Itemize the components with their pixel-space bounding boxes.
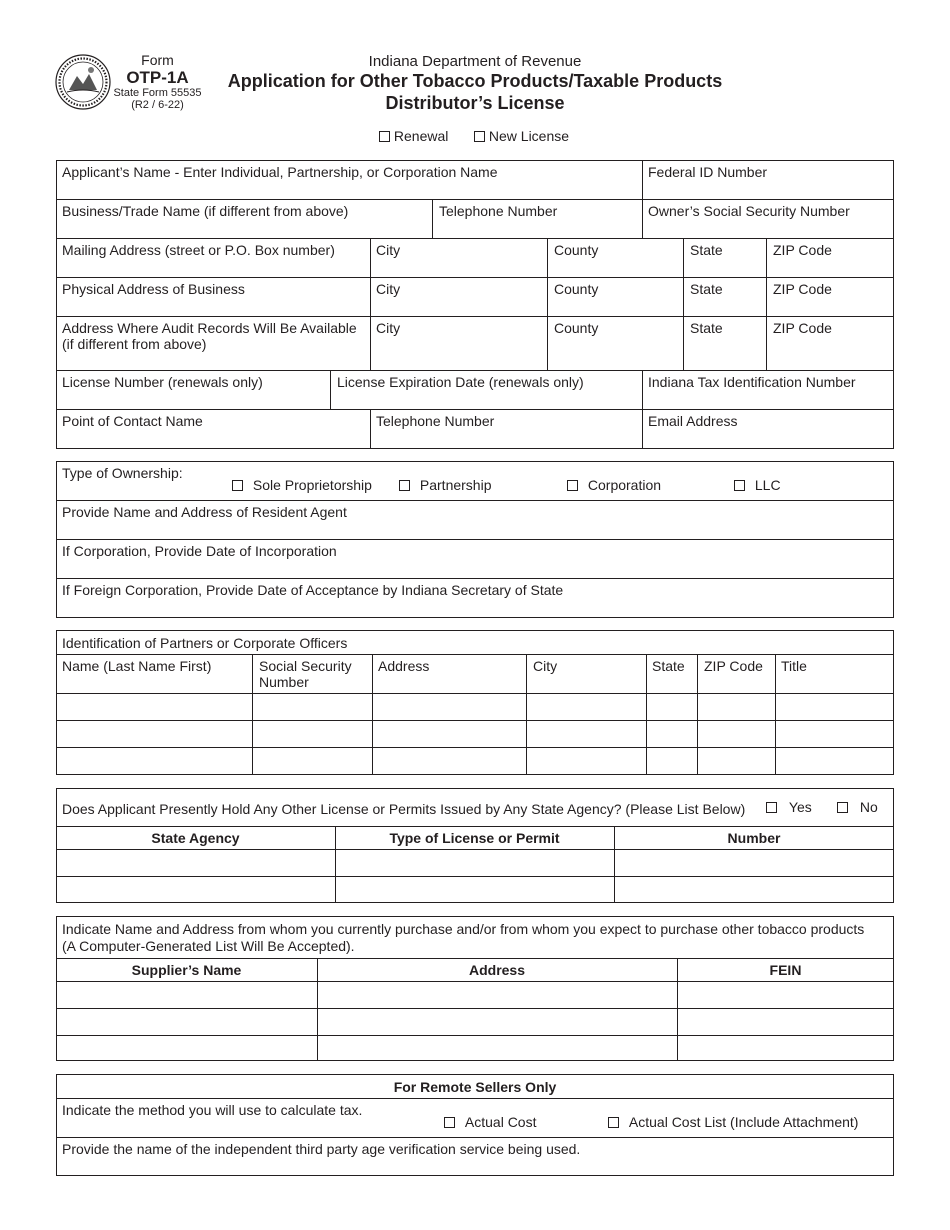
resident-agent-field[interactable]: Provide Name and Address of Resident Agent [62, 504, 347, 520]
business-telephone-field[interactable]: Telephone Number [439, 203, 558, 219]
licenses-no-option[interactable] [837, 799, 878, 815]
licenses-row-2[interactable] [57, 877, 893, 902]
audit-address-field-line2: (if different from above) [62, 336, 207, 352]
partners-col-address: Address [378, 658, 430, 674]
physical-county-field[interactable]: County [554, 281, 599, 297]
mailing-city-field[interactable]: City [376, 242, 401, 258]
audit-county-field[interactable]: County [554, 320, 599, 336]
indiana-tax-id-field[interactable]: Indiana Tax Identification Number [648, 374, 856, 390]
department-name: Indiana Department of Revenue [368, 53, 582, 70]
sole-proprietorship-option[interactable] [232, 477, 372, 493]
email-address-field[interactable]: Email Address [648, 413, 738, 429]
suppliers-col-address: Address [468, 962, 526, 978]
form-id-block [110, 53, 205, 111]
state-form-number: State Form 55535 [113, 87, 202, 99]
actual-cost-list-option[interactable] [608, 1114, 858, 1130]
mailing-zip-field[interactable]: ZIP Code [773, 242, 832, 258]
actual-cost-list-checkbox[interactable] [608, 1117, 619, 1128]
business-name-field[interactable]: Business/Trade Name (if different from above) [62, 203, 349, 219]
licenses-no-label: No [859, 799, 878, 815]
partners-col-ssn-line1: Social Security [259, 658, 352, 674]
audit-zip-field[interactable]: ZIP Code [773, 320, 832, 336]
license-number-field[interactable]: License Number (renewals only) [62, 374, 263, 390]
partners-col-city: City [533, 658, 558, 674]
sole-proprietorship-checkbox[interactable] [232, 480, 243, 491]
suppliers-col-name: Supplier’s Name [131, 962, 242, 978]
mailing-county-field[interactable]: County [554, 242, 599, 258]
partnership-label: Partnership [419, 477, 492, 493]
licenses-no-checkbox[interactable] [837, 802, 848, 813]
renewal-checkbox[interactable] [379, 131, 390, 142]
physical-city-field[interactable]: City [376, 281, 401, 297]
renewal-option[interactable] [379, 128, 448, 144]
licenses-col-agency: State Agency [151, 830, 240, 846]
partners-col-name: Name (Last Name First) [62, 658, 212, 674]
licenses-yes-option[interactable] [766, 799, 812, 815]
applicant-name-field[interactable]: Applicant’s Name - Enter Individual, Partnership, or Corporation Name [62, 164, 498, 180]
partners-row-2[interactable] [57, 721, 893, 747]
audit-address-field-line1[interactable]: Address Where Audit Records Will Be Available [62, 320, 357, 336]
licenses-row-1[interactable] [57, 850, 893, 876]
partners-row-1[interactable] [57, 694, 893, 720]
new-license-checkbox[interactable] [474, 131, 485, 142]
partners-title: Identification of Partners or Corporate Officers [62, 635, 348, 651]
corporation-option[interactable] [567, 477, 661, 493]
form-word: Form [141, 52, 174, 68]
corporation-checkbox[interactable] [567, 480, 578, 491]
licenses-yes-label: Yes [788, 799, 812, 815]
other-licenses-question: Does Applicant Presently Hold Any Other License or Permits Issued by Any State Agency? (Please List Below) [62, 801, 746, 817]
suppliers-instruction-line2: (A Computer-Generated List Will Be Accepted). [62, 938, 355, 954]
mailing-state-field[interactable]: State [690, 242, 723, 258]
foreign-acceptance-date-field[interactable]: If Foreign Corporation, Provide Date of Acceptance by Indiana Secretary of State [62, 582, 564, 598]
state-seal-icon [55, 54, 111, 110]
contact-name-field[interactable]: Point of Contact Name [62, 413, 203, 429]
actual-cost-list-label: Actual Cost List (Include Attachment) [628, 1114, 859, 1130]
suppliers-row-2[interactable] [57, 1009, 893, 1035]
actual-cost-label: Actual Cost [464, 1114, 537, 1130]
form-title-block [210, 53, 740, 114]
llc-label: LLC [754, 477, 781, 493]
federal-id-field[interactable]: Federal ID Number [648, 164, 768, 180]
llc-option[interactable] [734, 477, 781, 493]
form-number: OTP-1A [126, 68, 189, 87]
physical-address-field[interactable]: Physical Address of Business [62, 281, 245, 297]
incorporation-date-field[interactable]: If Corporation, Provide Date of Incorporation [62, 543, 337, 559]
audit-state-field[interactable]: State [690, 320, 723, 336]
form-title-line2: Distributor’s License [385, 93, 565, 113]
partnership-option[interactable] [399, 477, 491, 493]
llc-checkbox[interactable] [734, 480, 745, 491]
licenses-col-number: Number [727, 830, 781, 846]
partners-col-zip: ZIP Code [704, 658, 763, 674]
license-expiration-field[interactable]: License Expiration Date (renewals only) [337, 374, 584, 390]
suppliers-instruction-line1: Indicate Name and Address from whom you currently purchase and/or from whom you expect to purchase other tobacco products [62, 921, 865, 937]
form-title-line1: Application for Other Tobacco Products/Taxable Products [227, 71, 723, 91]
age-verification-field[interactable]: Provide the name of the independent third party age verification service being used. [62, 1141, 581, 1157]
suppliers-col-fein: FEIN [769, 962, 802, 978]
partners-row-3[interactable] [57, 748, 893, 774]
new-license-option[interactable] [474, 128, 569, 144]
ownership-type-label: Type of Ownership: [62, 465, 183, 481]
form-revision: (R2 / 6-22) [131, 99, 184, 111]
new-license-label: New License [488, 128, 570, 144]
physical-zip-field[interactable]: ZIP Code [773, 281, 832, 297]
partners-col-state: State [652, 658, 685, 674]
sole-proprietorship-label: Sole Proprietorship [252, 477, 372, 493]
partners-col-ssn-line2: Number [259, 674, 309, 690]
tax-method-label: Indicate the method you will use to calculate tax. [62, 1102, 363, 1118]
renewal-label: Renewal [393, 128, 449, 144]
licenses-col-type: Type of License or Permit [389, 830, 560, 846]
actual-cost-option[interactable] [444, 1114, 536, 1130]
corporation-label: Corporation [587, 477, 662, 493]
owner-ssn-field[interactable]: Owner’s Social Security Number [648, 203, 850, 219]
mailing-address-field[interactable]: Mailing Address (street or P.O. Box number) [62, 242, 335, 258]
remote-sellers-title: For Remote Sellers Only [393, 1079, 557, 1095]
actual-cost-checkbox[interactable] [444, 1117, 455, 1128]
suppliers-row-1[interactable] [57, 982, 893, 1008]
partnership-checkbox[interactable] [399, 480, 410, 491]
partners-col-title: Title [781, 658, 807, 674]
licenses-yes-checkbox[interactable] [766, 802, 777, 813]
physical-state-field[interactable]: State [690, 281, 723, 297]
suppliers-row-3[interactable] [57, 1036, 893, 1060]
audit-city-field[interactable]: City [376, 320, 401, 336]
contact-telephone-field[interactable]: Telephone Number [376, 413, 495, 429]
